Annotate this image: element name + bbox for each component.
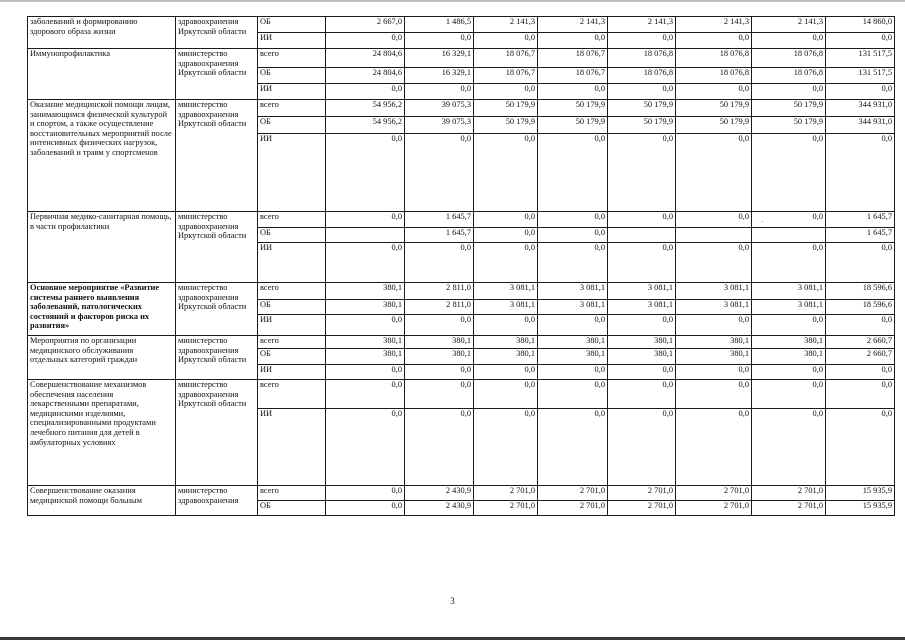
amount-cell: 54 956,2	[326, 117, 405, 134]
amount-cell: 2 141,3	[538, 17, 608, 33]
amount-cell: 18 076,7	[474, 49, 538, 68]
executor-cell: министерство здравоохранения Иркутской области	[176, 212, 258, 283]
amount-cell: 380,1	[405, 336, 474, 349]
amount-cell: 0,0	[538, 212, 608, 228]
amount-cell: 3 081,1	[538, 300, 608, 315]
executor-cell: министерство здравоохранения Иркутской области	[176, 100, 258, 212]
amount-cell: 3 081,1	[474, 300, 538, 315]
funding-source-cell: ОБ	[258, 117, 326, 134]
amount-cell: 0,0	[676, 380, 752, 409]
amount-cell: 0,0	[405, 33, 474, 49]
amount-cell: 39 075,3	[405, 100, 474, 117]
amount-cell: 0,0	[608, 365, 676, 380]
measure-name-cell: заболеваний и формированию здорового образа жизни	[28, 17, 176, 49]
amount-cell: 0,0	[538, 380, 608, 409]
amount-cell: 0,0	[474, 243, 538, 283]
funding-source-cell: ИИ	[258, 243, 326, 283]
amount-cell: 3 081,1	[676, 300, 752, 315]
amount-cell: 0,0	[752, 134, 826, 212]
amount-cell: 2 701,0	[752, 486, 826, 501]
amount-cell: 0,0	[474, 380, 538, 409]
amount-cell: 2 141,3	[676, 17, 752, 33]
amount-cell: 380,1	[538, 349, 608, 365]
amount-cell: 344 931,0	[826, 117, 895, 134]
amount-cell: 0,0	[326, 365, 405, 380]
funding-source-cell: всего	[258, 486, 326, 501]
amount-cell: 18 596,6	[826, 283, 895, 300]
amount-cell: 2 141,3	[474, 17, 538, 33]
funding-source-cell: ОБ	[258, 68, 326, 84]
amount-cell: 24 804,6	[326, 49, 405, 68]
amount-cell: 380,1	[608, 336, 676, 349]
funding-source-cell: ОБ	[258, 349, 326, 365]
amount-cell: 50 179,9	[608, 100, 676, 117]
amount-cell: 0,0	[676, 33, 752, 49]
amount-cell: 50 179,9	[608, 117, 676, 134]
amount-cell: 0,0	[326, 486, 405, 501]
amount-cell: 0,0	[326, 409, 405, 486]
amount-cell: 0,0	[608, 380, 676, 409]
page-number: 3	[450, 596, 455, 606]
amount-cell: 0,0	[405, 409, 474, 486]
amount-cell: 39 075,3	[405, 117, 474, 134]
amount-cell: 0,0	[608, 134, 676, 212]
amount-cell: 2 701,0	[474, 486, 538, 501]
amount-cell: 0,0	[676, 409, 752, 486]
amount-cell: 3 081,1	[608, 300, 676, 315]
amount-cell: 1 645,7	[826, 228, 895, 243]
amount-cell: 0,0	[474, 134, 538, 212]
amount-cell: 0,0	[326, 33, 405, 49]
measure-name-cell: Мероприятия по организации медицинского обслуживания отдельных категорий граждан	[28, 336, 176, 380]
funding-source-cell: ИИ	[258, 134, 326, 212]
amount-cell: 0,0	[752, 315, 826, 336]
amount-cell: 2 811,0	[405, 300, 474, 315]
amount-cell: 2 141,3	[752, 17, 826, 33]
amount-cell: 3 081,1	[474, 283, 538, 300]
amount-cell: 0,0	[752, 409, 826, 486]
amount-cell: 0,0	[752, 33, 826, 49]
amount-cell: 2 430,9	[405, 501, 474, 516]
amount-cell	[326, 228, 405, 243]
amount-cell: 380,1	[326, 349, 405, 365]
table-row	[28, 17, 895, 33]
amount-cell: 0,0	[826, 315, 895, 336]
funding-source-cell: всего	[258, 212, 326, 228]
amount-cell: 0,0	[826, 243, 895, 283]
amount-cell: 0,0	[405, 134, 474, 212]
amount-cell: 380,1	[326, 300, 405, 315]
funding-source-cell: ОБ	[258, 228, 326, 243]
scan-speck: ·	[761, 218, 764, 226]
amount-cell: 18 076,8	[752, 49, 826, 68]
amount-cell: 0,0	[474, 33, 538, 49]
amount-cell: 0,0	[538, 409, 608, 486]
amount-cell: 2 701,0	[608, 501, 676, 516]
amount-cell: 380,1	[405, 349, 474, 365]
funding-source-cell: ОБ	[258, 300, 326, 315]
amount-cell: 0,0	[752, 243, 826, 283]
amount-cell: 0,0	[752, 84, 826, 100]
amount-cell: 18 076,8	[676, 49, 752, 68]
amount-cell: 380,1	[326, 336, 405, 349]
funding-source-cell: ИИ	[258, 409, 326, 486]
executor-cell: здравоохранения Иркутской области	[176, 17, 258, 49]
amount-cell: 0,0	[608, 243, 676, 283]
amount-cell: 0,0	[538, 315, 608, 336]
amount-cell: 2 811,0	[405, 283, 474, 300]
table-row	[28, 283, 895, 300]
amount-cell: 2 660,7	[826, 336, 895, 349]
amount-cell: 18 076,8	[608, 68, 676, 84]
executor-cell: министерство здравоохранения Иркутской области	[176, 380, 258, 486]
amount-cell: 0,0	[326, 243, 405, 283]
funding-source-cell: всего	[258, 336, 326, 349]
funding-source-cell: ОБ	[258, 17, 326, 33]
measure-name-cell: Совершенствование механизмов обеспечения населения лекарственными препаратами, медицинскими изделиями, специализированными продуктами лечебного питания для детей в амбулаторных условиях	[28, 380, 176, 486]
amount-cell: 0,0	[405, 84, 474, 100]
amount-cell: 50 179,9	[474, 100, 538, 117]
amount-cell: 16 329,1	[405, 49, 474, 68]
table-row	[28, 100, 895, 117]
amount-cell: 2 430,9	[405, 486, 474, 501]
amount-cell: 380,1	[326, 283, 405, 300]
amount-cell: 0,0	[474, 84, 538, 100]
amount-cell: 50 179,9	[676, 117, 752, 134]
measure-name-cell: Оказание медицинской помощи лицам, занимающимся физической культурой и спортом, а также осуществление восстановительных мероприятий после интенсивных физических нагрузок, заболеваний и травм у спортсменов	[28, 100, 176, 212]
amount-cell: 0,0	[676, 212, 752, 228]
scan-top-edge	[0, 0, 905, 2]
amount-cell: 15 935,9	[826, 486, 895, 501]
amount-cell: 0,0	[826, 409, 895, 486]
amount-cell: 1 645,7	[826, 212, 895, 228]
funding-source-cell: ОБ	[258, 501, 326, 516]
amount-cell: 1 645,7	[405, 228, 474, 243]
measure-name-cell: Совершенствование оказания медицинской помощи больным	[28, 486, 176, 516]
budget-table-body	[28, 17, 895, 516]
amount-cell: 380,1	[752, 349, 826, 365]
amount-cell: 0,0	[676, 365, 752, 380]
amount-cell: 50 179,9	[752, 100, 826, 117]
amount-cell: 0,0	[676, 243, 752, 283]
amount-cell: 2 701,0	[538, 501, 608, 516]
amount-cell: 0,0	[826, 33, 895, 49]
amount-cell: 0,0	[752, 380, 826, 409]
amount-cell: 2 141,3	[608, 17, 676, 33]
amount-cell: 0,0	[826, 365, 895, 380]
amount-cell: 3 081,1	[608, 283, 676, 300]
amount-cell: 2 701,0	[676, 501, 752, 516]
amount-cell: 0,0	[608, 315, 676, 336]
amount-cell: 380,1	[752, 336, 826, 349]
amount-cell: 3 081,1	[538, 283, 608, 300]
amount-cell: 0,0	[538, 134, 608, 212]
amount-cell: 131 517,5	[826, 49, 895, 68]
funding-source-cell: всего	[258, 49, 326, 68]
amount-cell: 0,0	[474, 228, 538, 243]
amount-cell: 3 081,1	[752, 300, 826, 315]
budget-table	[27, 16, 895, 516]
amount-cell: 14 860,0	[826, 17, 895, 33]
amount-cell: 3 081,1	[676, 283, 752, 300]
amount-cell: 380,1	[474, 349, 538, 365]
funding-source-cell: всего	[258, 380, 326, 409]
amount-cell: 0,0	[752, 212, 826, 228]
table-row	[28, 380, 895, 409]
amount-cell: 131 517,5	[826, 68, 895, 84]
amount-cell: 2 667,0	[326, 17, 405, 33]
amount-cell: 380,1	[676, 336, 752, 349]
amount-cell: 2 660,7	[826, 349, 895, 365]
funding-source-cell: ИИ	[258, 315, 326, 336]
amount-cell: 24 804,6	[326, 68, 405, 84]
amount-cell: 0,0	[676, 84, 752, 100]
amount-cell	[676, 228, 752, 243]
amount-cell: 0,0	[474, 365, 538, 380]
amount-cell: 0,0	[676, 134, 752, 212]
amount-cell: 0,0	[326, 315, 405, 336]
amount-cell: 2 701,0	[538, 486, 608, 501]
amount-cell: 0,0	[538, 84, 608, 100]
amount-cell: 380,1	[474, 336, 538, 349]
amount-cell: 2 701,0	[474, 501, 538, 516]
amount-cell: 0,0	[474, 315, 538, 336]
amount-cell: 18 596,6	[826, 300, 895, 315]
amount-cell: 2 701,0	[608, 486, 676, 501]
executor-cell: министерство здравоохранения Иркутской области	[176, 49, 258, 100]
amount-cell: 344 931,0	[826, 100, 895, 117]
amount-cell: 0,0	[608, 212, 676, 228]
amount-cell: 0,0	[326, 212, 405, 228]
amount-cell: 0,0	[405, 380, 474, 409]
amount-cell: 2 701,0	[676, 486, 752, 501]
amount-cell: 50 179,9	[538, 100, 608, 117]
amount-cell: 0,0	[326, 501, 405, 516]
amount-cell: 380,1	[676, 349, 752, 365]
funding-source-cell: ИИ	[258, 84, 326, 100]
funding-source-cell: ИИ	[258, 33, 326, 49]
executor-cell: министерство здравоохранения	[176, 486, 258, 516]
amount-cell: 0,0	[752, 365, 826, 380]
amount-cell: 0,0	[474, 409, 538, 486]
amount-cell: 50 179,9	[538, 117, 608, 134]
funding-source-cell: всего	[258, 283, 326, 300]
amount-cell: 0,0	[405, 365, 474, 380]
amount-cell: 0,0	[538, 243, 608, 283]
amount-cell: 50 179,9	[474, 117, 538, 134]
amount-cell: 0,0	[538, 33, 608, 49]
amount-cell: 0,0	[608, 33, 676, 49]
amount-cell: 0,0	[826, 380, 895, 409]
amount-cell: 0,0	[405, 315, 474, 336]
amount-cell: 3 081,1	[752, 283, 826, 300]
amount-cell: 0,0	[676, 315, 752, 336]
amount-cell: 1 645,7	[405, 212, 474, 228]
executor-cell: министерство здравоохранения Иркутской области	[176, 283, 258, 336]
amount-cell: 0,0	[326, 134, 405, 212]
amount-cell: 380,1	[538, 336, 608, 349]
amount-cell: 18 076,7	[474, 68, 538, 84]
amount-cell: 0,0	[326, 84, 405, 100]
amount-cell: 50 179,9	[676, 100, 752, 117]
amount-cell: 0,0	[538, 365, 608, 380]
table-row	[28, 49, 895, 68]
amount-cell: 16 329,1	[405, 68, 474, 84]
funding-source-cell: ИИ	[258, 365, 326, 380]
amount-cell: 18 076,8	[752, 68, 826, 84]
funding-source-cell: всего	[258, 100, 326, 117]
amount-cell	[752, 228, 826, 243]
amount-cell: 1 486,5	[405, 17, 474, 33]
measure-name-cell: Иммунопрофилактика	[28, 49, 176, 100]
table-row	[28, 486, 895, 501]
amount-cell: 0,0	[608, 409, 676, 486]
executor-cell: министерство здравоохранения Иркутской области	[176, 336, 258, 380]
amount-cell: 2 701,0	[752, 501, 826, 516]
amount-cell: 0,0	[538, 228, 608, 243]
amount-cell: 50 179,9	[752, 117, 826, 134]
amount-cell: 380,1	[608, 349, 676, 365]
amount-cell: 18 076,8	[676, 68, 752, 84]
amount-cell: 15 935,9	[826, 501, 895, 516]
amount-cell: 0,0	[826, 84, 895, 100]
amount-cell	[608, 228, 676, 243]
amount-cell: 18 076,7	[538, 49, 608, 68]
measure-name-cell: Первичная медико-санитарная помощь, в части профилактики	[28, 212, 176, 283]
amount-cell: 18 076,8	[608, 49, 676, 68]
table-row	[28, 336, 895, 349]
amount-cell: 18 076,7	[538, 68, 608, 84]
amount-cell: 0,0	[405, 243, 474, 283]
amount-cell: 0,0	[608, 84, 676, 100]
amount-cell: 0,0	[826, 134, 895, 212]
amount-cell: 0,0	[474, 212, 538, 228]
measure-name-cell: Основное мероприятие «Развитие системы раннего выявления заболеваний, патологических состояний и факторов риска их развития»	[28, 283, 176, 336]
amount-cell: 54 956,2	[326, 100, 405, 117]
table-row	[28, 212, 895, 228]
amount-cell: 0,0	[326, 380, 405, 409]
